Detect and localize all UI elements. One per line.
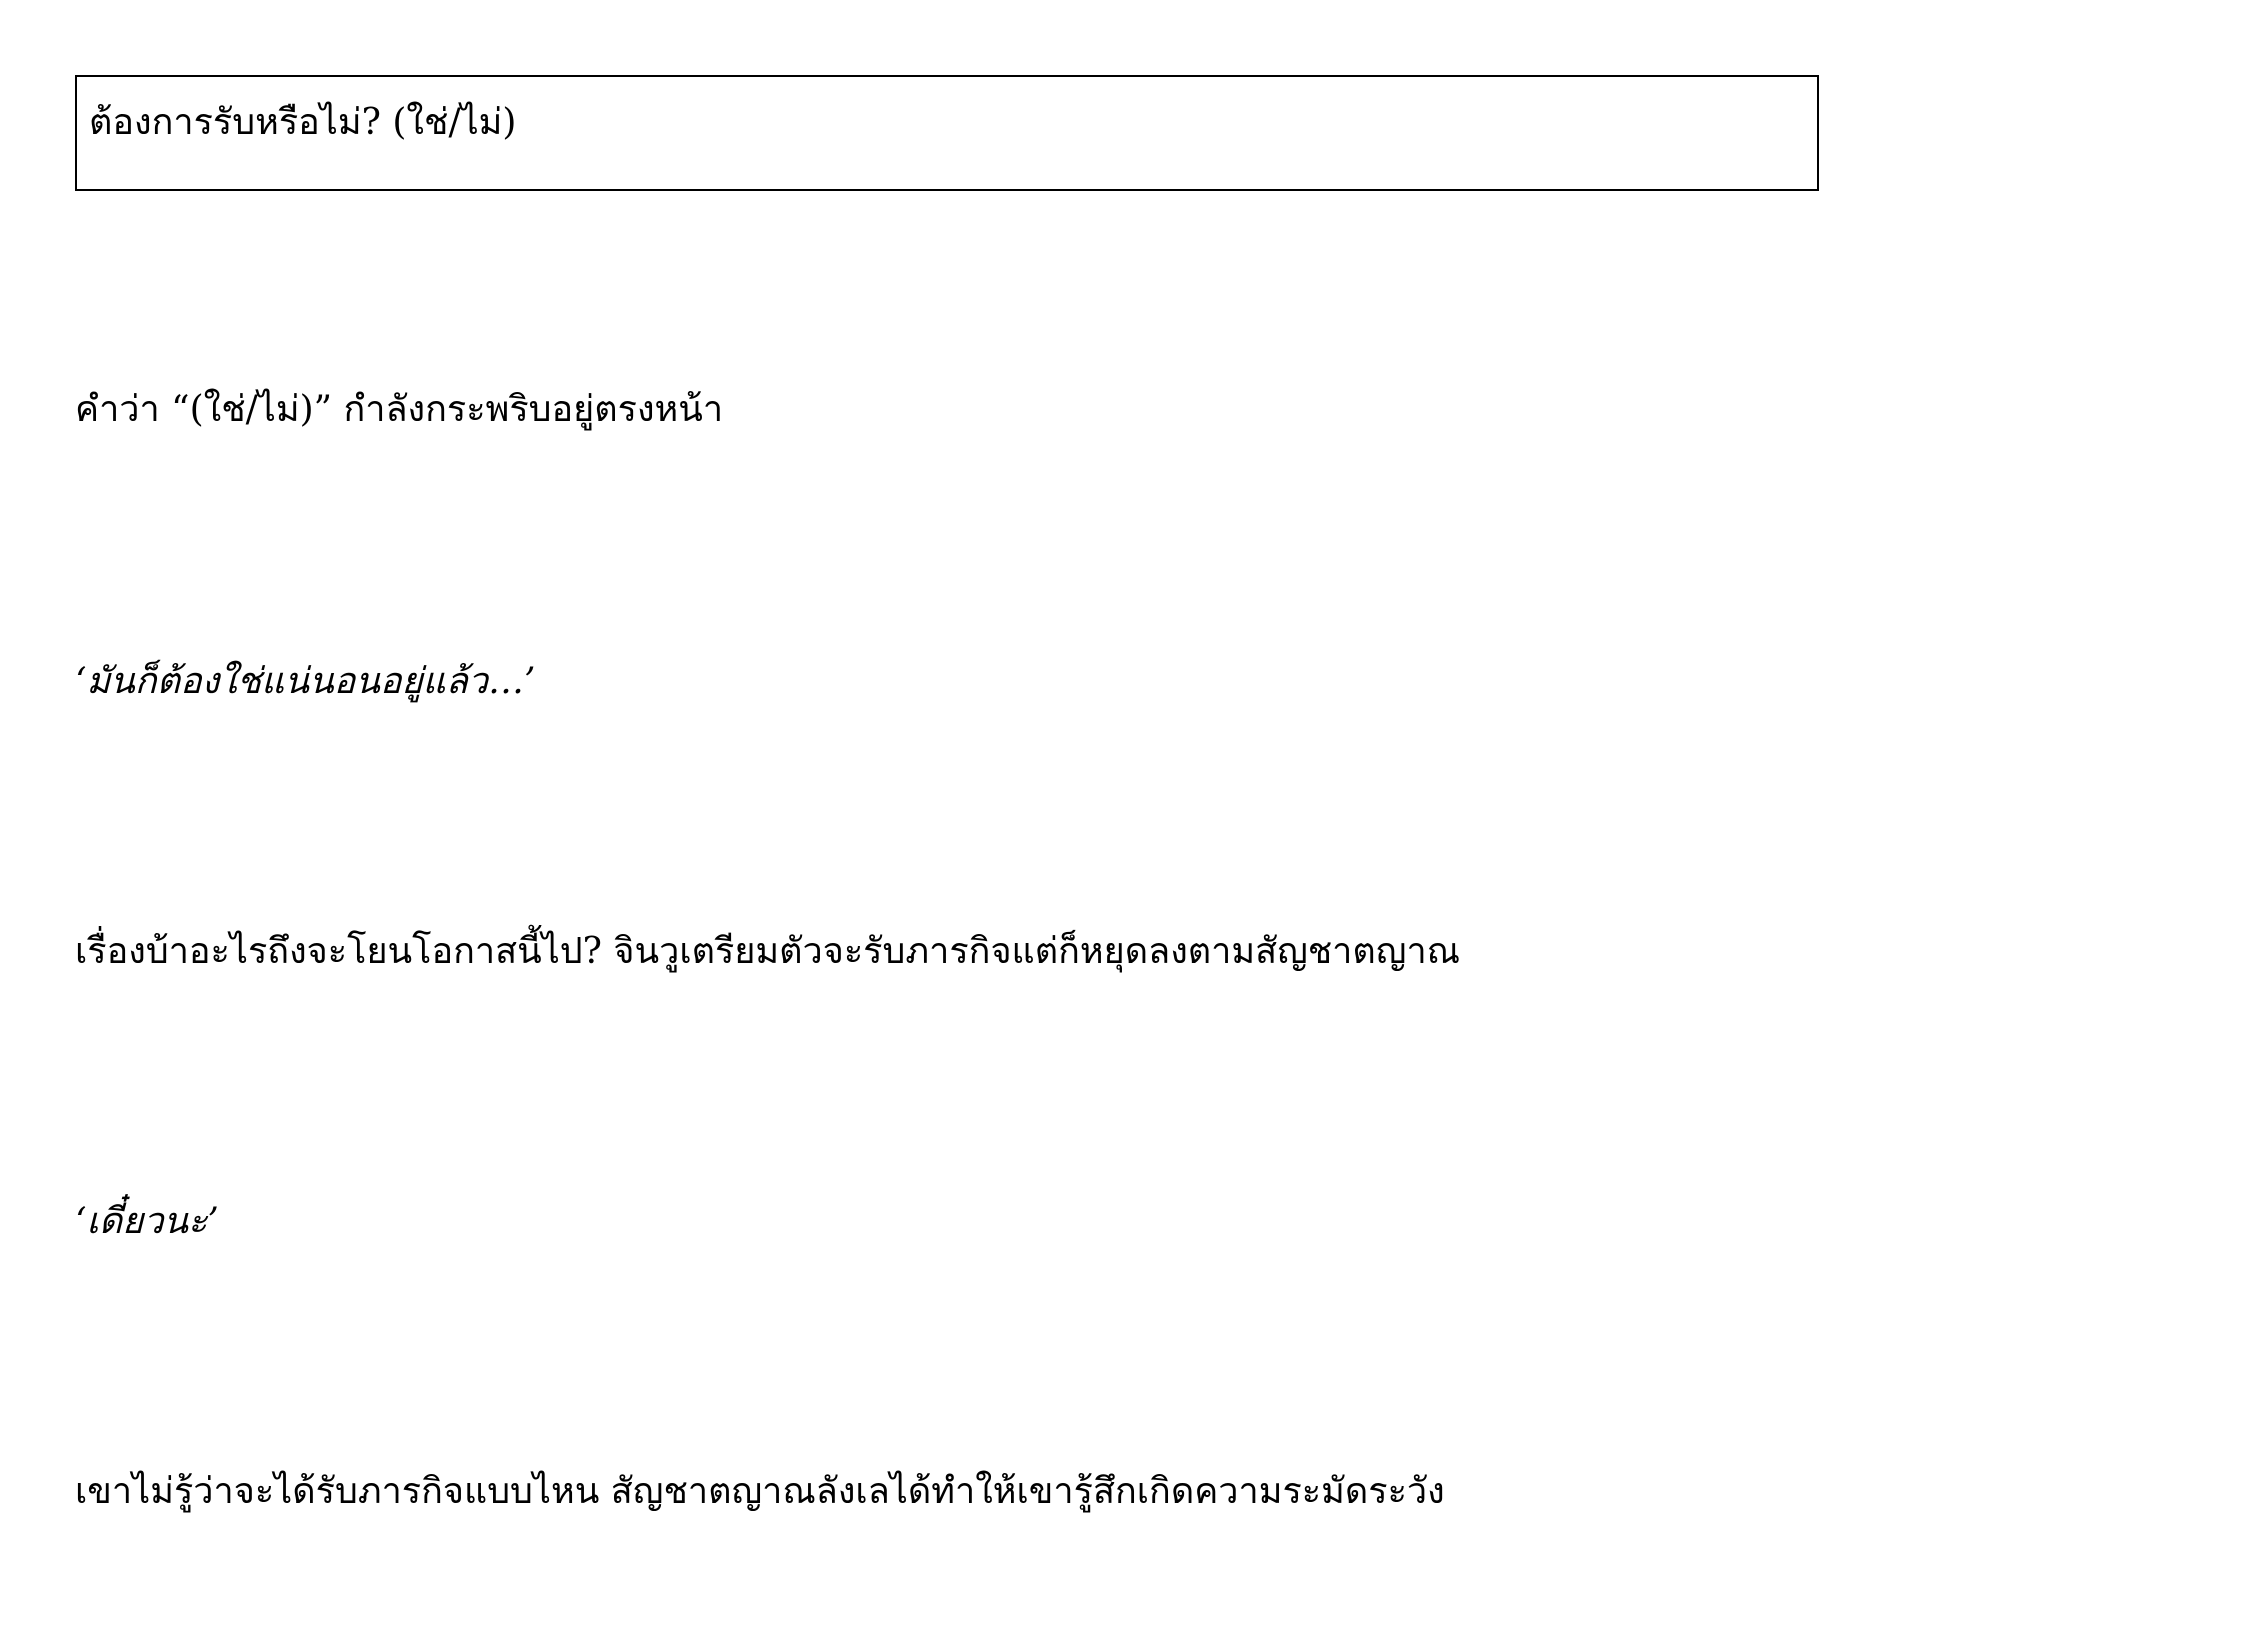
narration-paragraph-caution: เขาไม่รู้ว่าจะได้รับภารกิจแบบไหน สัญชาตญาณลังเลได้ทำให้เขารู้สึกเกิดความระมัดระวัง bbox=[75, 1471, 1445, 1512]
inner-thought-paragraph-of-course-yes: ‘มันก็ต้องใช่แน่นอนอยู่แล้ว…’ bbox=[75, 661, 536, 702]
system-prompt-text: ต้องการรับหรือไม่? (ใช่/ไม่) bbox=[89, 102, 517, 143]
system-message-box bbox=[75, 75, 1819, 191]
inner-thought-paragraph-wait: ‘เดี๋ยวนะ’ bbox=[75, 1201, 219, 1242]
narration-paragraph-blinking-choice: คำว่า “(ใช่/ไม่)” กำลังกระพริบอยู่ตรงหน้า bbox=[75, 389, 724, 430]
narration-paragraph-hesitation: เรื่องบ้าอะไรถึงจะโยนโอกาสนี้ไป? จินวูเตรียมตัวจะรับภารกิจแต่ก็หยุดลงตามสัญชาตญาณ bbox=[75, 931, 1461, 972]
